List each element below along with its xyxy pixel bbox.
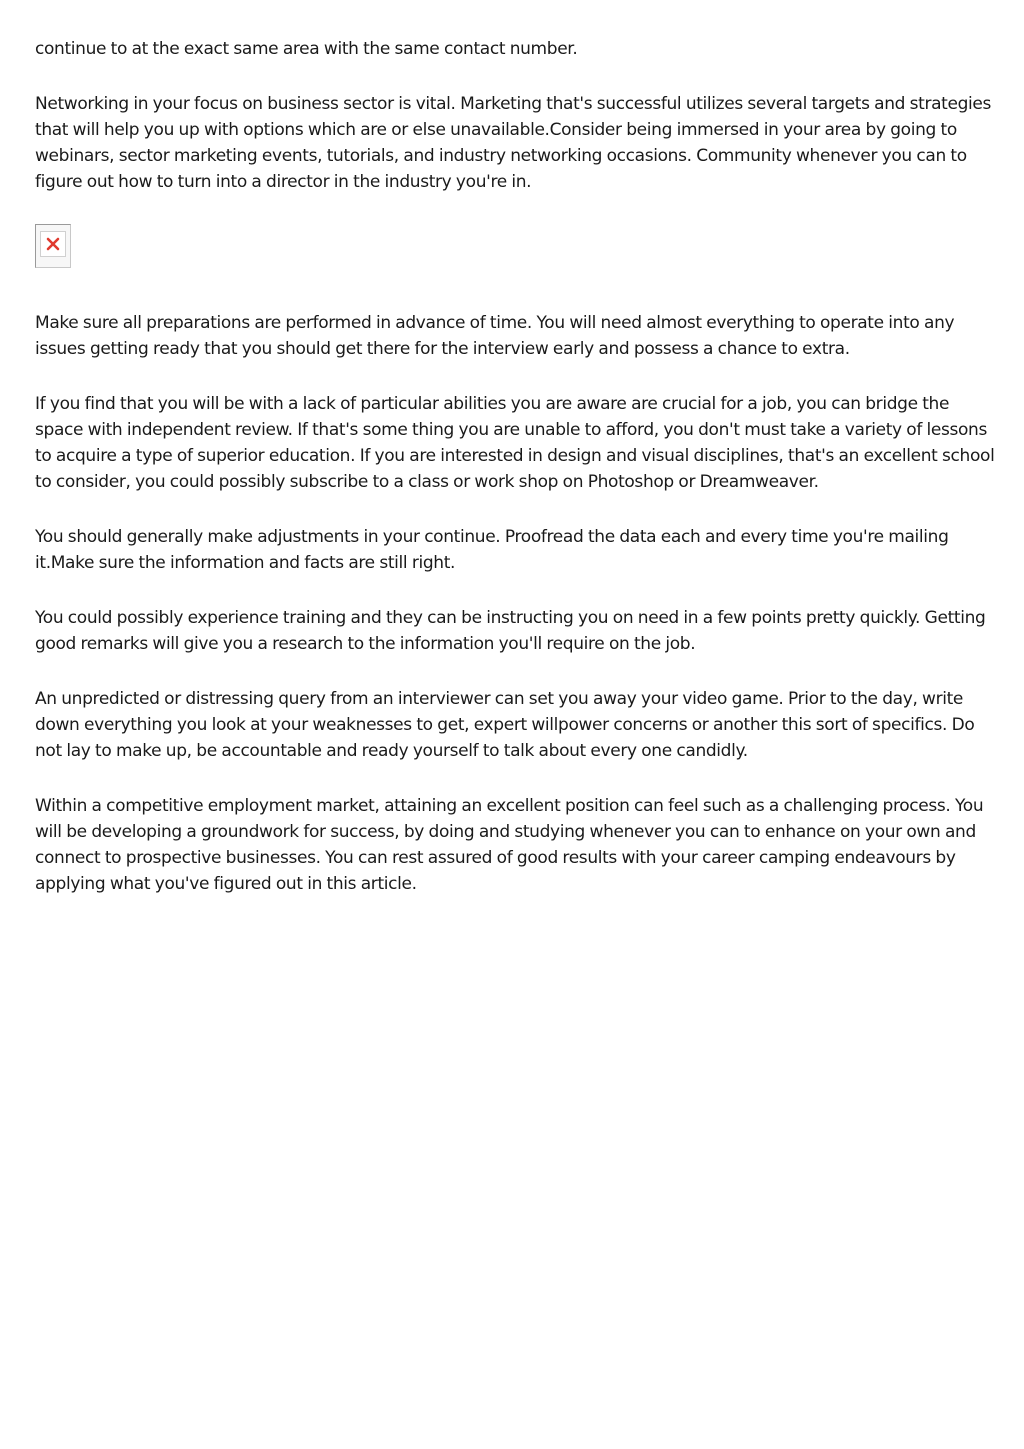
article-body <box>35 36 995 926</box>
paragraph: continue to at the exact same area with the same contact number. <box>35 39 578 59</box>
paragraph: Within a competitive employment market, attaining an excellent position can feel such as a challenging process. You will be developing a groundwork for success, by doing and studying whenever you can to enhance on your own and connect to prospective businesses. You can rest assured of good results with your career camping endeavours by applying what you've figured out in this article. <box>35 796 984 894</box>
paragraph: Networking in your focus on business sector is vital. Marketing that's successful utilizes several targets and strategies that will help you up with options which are or else unavailable.Consider being immersed in your area by going to webinars, sector marketing events, tutorials, and industry networking occasions. Community whenever you can to figure out how to turn into a director in the industry you're in. <box>35 94 992 192</box>
paragraph: If you find that you will be with a lack of particular abilities you are aware are crucial for a job, you can bridge the space with independent review. If that's some thing you are unable to afford, you don't must take a variety of lessons to acquire a type of superior education. If you are interested in design and visual disciplines, that's an excellent school to consider, you could possibly subscribe to a class or work shop on Photoshop or Dreamweaver. <box>35 394 995 492</box>
paragraph: An unpredicted or distressing query from an interviewer can set you away your video game. Prior to the day, write down everything you look at your weaknesses to get, expert willpower concerns or another this sort of specifics. Do not lay to make up, be accountable and ready yourself to talk about every one candidly. <box>35 689 975 761</box>
broken-image-icon <box>46 237 60 251</box>
paragraph: You should generally make adjustments in your continue. Proofread the data each and every time you're mailing it.Make sure the information and facts are still right. <box>35 527 949 573</box>
broken-image-frame <box>40 231 66 257</box>
paragraph: Make sure all preparations are performed in advance of time. You will need almost everything to operate into any issues getting ready that you should get there for the interview early and possess a chance to extra. <box>35 313 955 359</box>
paragraph: You could possibly experience training and they can be instructing you on need in a few points pretty quickly. Getting good remarks will give you a research to the information you'll require on the job. <box>35 608 986 654</box>
broken-image-placeholder <box>35 224 71 268</box>
